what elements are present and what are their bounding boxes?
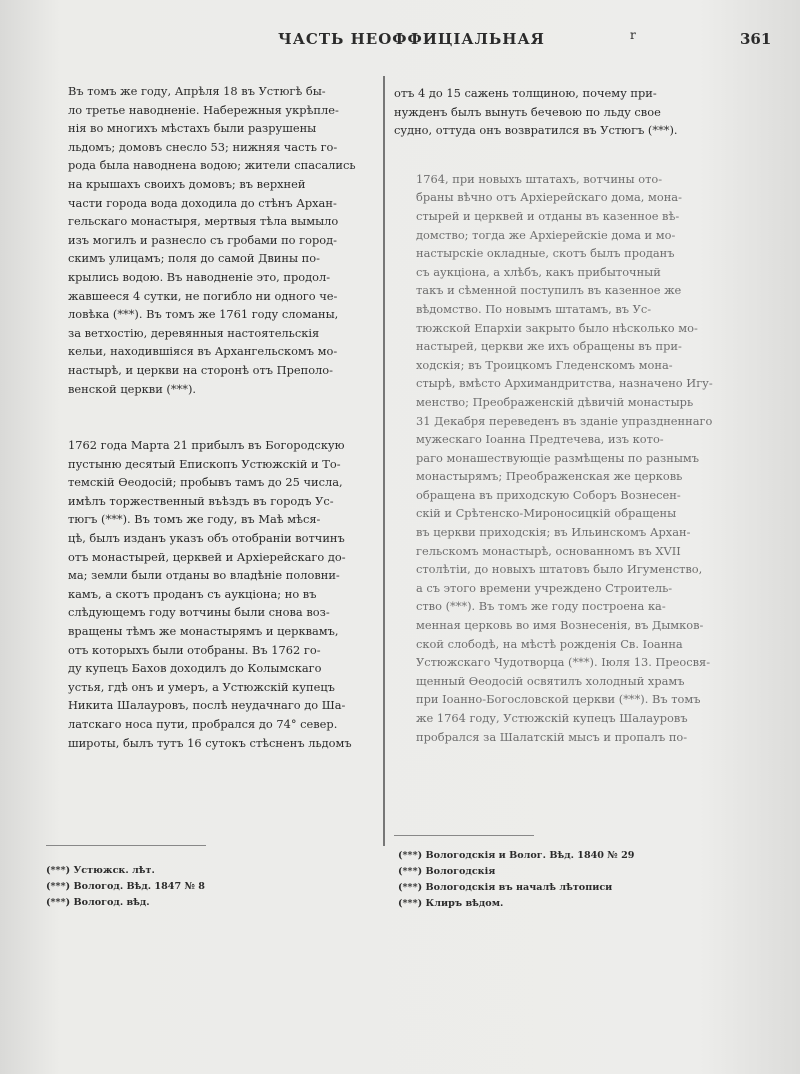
footnote: (***) Клиръ вѣдом. (398, 898, 504, 909)
text-line: скимъ улицамъ; поля до самой Двины по- (68, 251, 320, 266)
text-line: отъ 4 до 15 сажень толщиною, почему при- (394, 86, 657, 100)
text-line: монастырямъ; Преображенская же церковь (416, 469, 683, 484)
text-line: скій и Срѣтенско-Мироносицкій обращены (416, 506, 677, 521)
text-line: вращены тѣмъ же монастырямъ и церквамъ, (68, 624, 339, 639)
text-line: гельскомъ монастырѣ, основанномъ въ XVII (416, 543, 681, 558)
text-line: щенный Ѳеодосій освятилъ холодный храмъ (416, 673, 685, 688)
text-line: отъ которыхъ были отобраны. Въ 1762 го- (68, 642, 321, 657)
text-line: а съ этого времени учреждено Строитель- (416, 580, 673, 595)
text-line: браны вѣчно отъ Архіерейскаго дома, мона- (416, 190, 682, 205)
left-column (46, 82, 376, 752)
text-line: Никита Шалауровъ, послѣ неудачнаго до Ша- (68, 698, 346, 713)
text-line: льдомъ; домовъ снесло 53; нижняя часть го- (68, 139, 338, 154)
text-line: при Іоанно-Богословской церкви (***). Въ томъ (416, 692, 701, 707)
footnote-rule-left (46, 845, 206, 846)
text-line: мужескаго Іоанна Предтечева, изъ кото- (416, 432, 664, 447)
text-line: цѣ, былъ изданъ указъ объ отобраніи вотчинъ (68, 531, 345, 546)
text-line: съ аукціона, а хлѣбъ, какъ прибыточный (416, 264, 661, 279)
text-line: ду купецъ Бахов доходилъ до Колымскаго (68, 661, 322, 676)
footnote: (***) Устюжск. лѣт. (46, 865, 155, 876)
text-line: на крышахъ своихъ домовъ; въ верхней (68, 176, 306, 191)
text-line: пустыню десятый Епископъ Устюжскій и То- (68, 456, 341, 471)
text-line: вѣдомство. По новымъ штатамъ, въ Ус- (416, 301, 652, 316)
text-line: ство (***). Въ томъ же году построена ка- (416, 599, 666, 614)
text-line: раго монашествующіе размѣщены по разнымъ (416, 450, 700, 465)
text-line: настырѣ, и церкви на сторонѣ отъ Преполо- (68, 362, 334, 377)
footnote: (***) Вологод. вѣд. (46, 897, 150, 908)
right-paragraph-1 (394, 84, 720, 140)
text-line: за ветхостію, деревянныя настоятельскія (68, 325, 320, 340)
text-line: 31 Декабря переведенъ въ зданіе упраздненнаго (416, 413, 713, 428)
footnote: (***) Вологодскія въ началѣ лѣтописи (398, 882, 613, 893)
text-line: 1764, при новыхъ штатахъ, вотчины ото- (416, 171, 663, 186)
footnote-rule-right (394, 835, 534, 836)
footnotes-left (46, 863, 205, 911)
text-line: столѣтіи, до новыхъ штатовъ было Игуменство, (416, 562, 703, 577)
text-line: 1762 года Марта 21 прибылъ въ Богородскую (68, 438, 345, 453)
text-line: изъ могилъ и разнесло съ гробами по город- (68, 232, 337, 247)
footnote: (***) Вологод. Вѣд. 1847 № 8 (46, 881, 205, 892)
text-line: части города вода доходила до стѣнъ Архан- (68, 195, 337, 210)
header-mark: r (630, 28, 636, 42)
text-line: кельи, находившіяся въ Архангельскомъ мо- (68, 344, 338, 359)
right-paragraph-2 (394, 170, 720, 746)
text-line: судно, оттуда онъ возвратился въ Устюгъ (***). (394, 123, 678, 138)
text-line: темскій Ѳеодосій; пробывъ тамъ до 25 числа, (68, 475, 343, 490)
text-line: обращена въ приходскую Соборъ Вознесен- (416, 487, 681, 502)
text-line: нія во многихъ мѣстахъ были разрушены (68, 121, 317, 136)
text-line: отъ монастырей, церквей и Архіерейскаго до- (68, 549, 346, 564)
page-number: 361 (740, 30, 772, 48)
column-divider (383, 76, 385, 846)
text-line: ма; земли были отданы во владѣніе половни- (68, 568, 340, 583)
text-line: камъ, а скотъ проданъ съ аукціона; но въ (68, 586, 317, 601)
footnotes-right (398, 848, 634, 912)
text-line: крылись водою. Въ наводненіе это, продол- (68, 269, 331, 284)
footnote: (***) Вологодскія (398, 866, 496, 877)
text-line: устья, гдѣ онъ и умеръ, а Устюжскій купецъ (68, 679, 335, 694)
text-line: ской слободѣ, на мѣстѣ рожденія Св. Іоанна (416, 636, 683, 651)
left-paragraph-1 (46, 82, 376, 398)
text-line: менство; Преображенскій дѣвичій монастырь (416, 394, 694, 409)
left-paragraph-2 (46, 436, 376, 752)
text-line: Въ томъ же году, Апрѣля 18 въ Устюгѣ бы- (68, 84, 326, 98)
text-line: ло третье наводненіе. Набережныя укрѣпле- (68, 102, 339, 117)
text-line: такъ и сѣменной поступилъ въ казенное же (416, 283, 682, 298)
text-line: венской церкви (***). (68, 381, 197, 396)
text-line: ходскія; въ Троицкомъ Гледенскомъ мона- (416, 357, 673, 372)
footnote: (***) Вологодскія и Волог. Вѣд. 1840 № 29 (398, 850, 635, 861)
text-line: жавшееся 4 сутки, не погибло ни одного че- (68, 288, 338, 303)
text-line: домство; тогда же Архіерейскіе дома и мо- (416, 227, 676, 242)
text-line: тюгъ (***). Въ томъ же году, въ Маѣ мѣся- (68, 512, 321, 527)
text-line: ловѣка (***). Въ томъ же 1761 году сломаны, (68, 307, 339, 322)
text-line: настырскіе окладные, скотъ былъ проданъ (416, 246, 675, 261)
text-line: въ церкви приходскія; въ Ильинскомъ Архан- (416, 525, 691, 540)
section-title: ЧАСТЬ НЕОФФИЦІАЛЬНАЯ (278, 30, 545, 48)
text-line: Устюжскаго Чудотворца (***). Іюля 13. Преосвя- (416, 655, 711, 670)
text-line: же 1764 году, Устюжскій купецъ Шалауровъ (416, 711, 688, 725)
text-line: стырей и церквей и отданы въ казенное вѣ- (416, 208, 680, 223)
text-line: тюжской Епархіи закрыто было нѣсколько мо- (416, 320, 698, 335)
page-header (0, 26, 800, 56)
text-line: рода была наводнена водою; жители спасались (68, 158, 356, 173)
text-line: широты, былъ тутъ 16 сутокъ стѣсненъ льдомъ (68, 735, 352, 750)
text-line: менная церковь во имя Вознесенія, въ Дымков- (416, 618, 704, 633)
text-line: слѣдующемъ году вотчины были снова воз- (68, 605, 330, 620)
text-line: стырѣ, вмѣсто Архимандритства, назначено Игу- (416, 376, 713, 391)
right-column (394, 84, 720, 746)
text-line: нужденъ былъ вынуть бечевою по льду свое (394, 104, 661, 119)
text-line: имѣлъ торжественный въѣздъ въ городъ Ус- (68, 493, 334, 508)
text-line: настырей, церкви же ихъ обращены въ при- (416, 339, 682, 354)
text-line: латскаго носа пути, пробрался до 74° север. (68, 717, 338, 731)
text-line: пробрался за Шалатскій мысъ и пропалъ по- (416, 729, 688, 744)
text-line: гельскаго монастыря, мертвыя тѣла вымыло (68, 214, 339, 229)
